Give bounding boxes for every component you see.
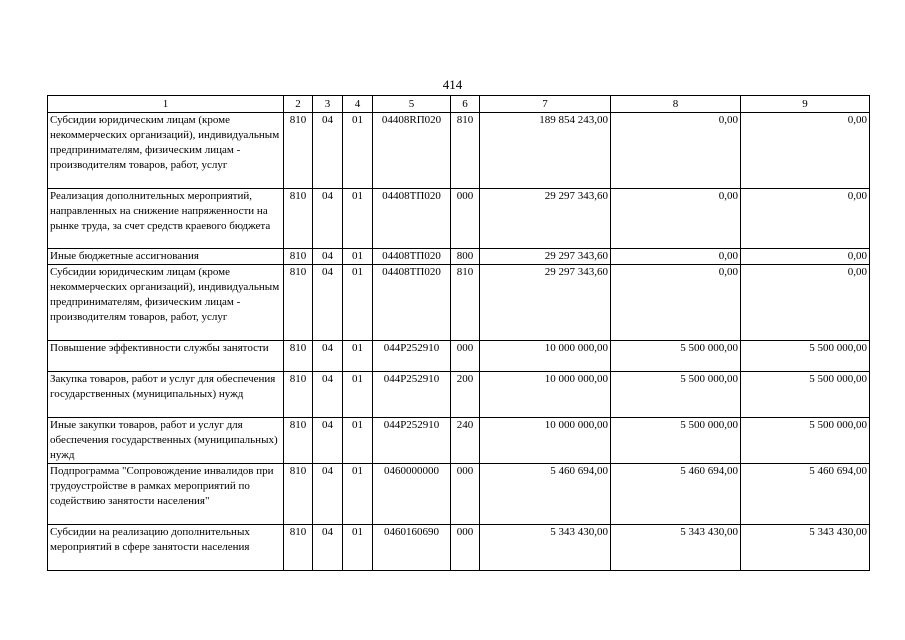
col6-cell: 200 xyxy=(451,372,480,418)
col3-cell: 04 xyxy=(313,249,343,265)
col5-code-cell: 04408RП020 xyxy=(373,113,451,189)
table-row xyxy=(48,372,870,418)
col8-amount-cell: 5 500 000,00 xyxy=(611,341,741,372)
col8-amount-cell: 0,00 xyxy=(611,265,741,341)
row-name-cell: Реализация дополнительных мероприятий, направленных на снижение напряженности на рынке труда, за счет средств краевого бюджета xyxy=(48,189,284,249)
row-name-cell: Иные закупки товаров, работ и услуг для обеспечения государственных (муниципальных) нужд xyxy=(48,418,284,464)
row-name-cell: Повышение эффективности службы занятости xyxy=(48,341,284,372)
col2-cell: 810 xyxy=(284,265,313,341)
col8-amount-cell: 5 500 000,00 xyxy=(611,372,741,418)
col6-cell: 800 xyxy=(451,249,480,265)
table-row xyxy=(48,418,870,464)
table-row xyxy=(48,525,870,571)
col3-cell: 04 xyxy=(313,113,343,189)
col8-amount-cell: 5 343 430,00 xyxy=(611,525,741,571)
col7-amount-cell: 10 000 000,00 xyxy=(480,341,611,372)
row-name-cell: Субсидии юридическим лицам (кроме некоммерческих организаций), индивидуальным предпринимателям, физическим лицам - производителям товаров, работ, услуг xyxy=(48,265,284,341)
table-row xyxy=(48,189,870,249)
row-name-cell: Субсидии юридическим лицам (кроме некоммерческих организаций), индивидуальным предпринимателям, физическим лицам - производителям товаров, работ, услуг xyxy=(48,113,284,189)
col7-amount-cell: 29 297 343,60 xyxy=(480,265,611,341)
col4-cell: 01 xyxy=(343,464,373,525)
col5-code-cell: 0460160690 xyxy=(373,525,451,571)
header-row xyxy=(48,96,870,113)
col9-amount-cell: 5 460 694,00 xyxy=(741,464,870,525)
col9-amount-cell: 0,00 xyxy=(741,113,870,189)
col6-cell: 000 xyxy=(451,341,480,372)
column-header: 4 xyxy=(343,96,373,113)
col6-cell: 000 xyxy=(451,189,480,249)
col5-code-cell: 044P252910 xyxy=(373,341,451,372)
col7-amount-cell: 29 297 343,60 xyxy=(480,249,611,265)
col7-amount-cell: 5 460 694,00 xyxy=(480,464,611,525)
row-name-cell: Субсидии на реализацию дополнительных мероприятий в сфере занятости населения xyxy=(48,525,284,571)
col5-code-cell: 044P252910 xyxy=(373,418,451,464)
col2-cell: 810 xyxy=(284,189,313,249)
col2-cell: 810 xyxy=(284,113,313,189)
col5-code-cell: 044P252910 xyxy=(373,372,451,418)
col5-code-cell: 04408ТП020 xyxy=(373,265,451,341)
col3-cell: 04 xyxy=(313,464,343,525)
table-row xyxy=(48,341,870,372)
col9-amount-cell: 0,00 xyxy=(741,265,870,341)
col3-cell: 04 xyxy=(313,525,343,571)
col7-amount-cell: 10 000 000,00 xyxy=(480,372,611,418)
col3-cell: 04 xyxy=(313,265,343,341)
col8-amount-cell: 0,00 xyxy=(611,113,741,189)
col5-code-cell: 04408ТП020 xyxy=(373,189,451,249)
col2-cell: 810 xyxy=(284,372,313,418)
col6-cell: 810 xyxy=(451,113,480,189)
col7-amount-cell: 5 343 430,00 xyxy=(480,525,611,571)
column-header: 9 xyxy=(741,96,870,113)
col4-cell: 01 xyxy=(343,265,373,341)
col9-amount-cell: 5 500 000,00 xyxy=(741,418,870,464)
col3-cell: 04 xyxy=(313,341,343,372)
col7-amount-cell: 189 854 243,00 xyxy=(480,113,611,189)
col5-code-cell: 04408ТП020 xyxy=(373,249,451,265)
col6-cell: 000 xyxy=(451,464,480,525)
column-header: 2 xyxy=(284,96,313,113)
col4-cell: 01 xyxy=(343,189,373,249)
col4-cell: 01 xyxy=(343,249,373,265)
table-row xyxy=(48,113,870,189)
col2-cell: 810 xyxy=(284,418,313,464)
col6-cell: 810 xyxy=(451,265,480,341)
col8-amount-cell: 5 500 000,00 xyxy=(611,418,741,464)
col9-amount-cell: 5 500 000,00 xyxy=(741,341,870,372)
column-header: 3 xyxy=(313,96,343,113)
col2-cell: 810 xyxy=(284,341,313,372)
col3-cell: 04 xyxy=(313,418,343,464)
col4-cell: 01 xyxy=(343,113,373,189)
budget-table xyxy=(47,95,870,571)
table-row xyxy=(48,249,870,265)
col3-cell: 04 xyxy=(313,372,343,418)
col7-amount-cell: 29 297 343,60 xyxy=(480,189,611,249)
table-row xyxy=(48,464,870,525)
col6-cell: 240 xyxy=(451,418,480,464)
col4-cell: 01 xyxy=(343,525,373,571)
col3-cell: 04 xyxy=(313,189,343,249)
row-name-cell: Иные бюджетные ассигнования xyxy=(48,249,284,265)
col4-cell: 01 xyxy=(343,341,373,372)
col2-cell: 810 xyxy=(284,464,313,525)
col4-cell: 01 xyxy=(343,418,373,464)
col8-amount-cell: 0,00 xyxy=(611,249,741,265)
col9-amount-cell: 0,00 xyxy=(741,249,870,265)
column-header: 5 xyxy=(373,96,451,113)
col8-amount-cell: 5 460 694,00 xyxy=(611,464,741,525)
row-name-cell: Подпрограмма "Сопровождение инвалидов при трудоустройстве в рамках мероприятий по содействию занятости населения" xyxy=(48,464,284,525)
col2-cell: 810 xyxy=(284,249,313,265)
column-header: 8 xyxy=(611,96,741,113)
col9-amount-cell: 0,00 xyxy=(741,189,870,249)
col7-amount-cell: 10 000 000,00 xyxy=(480,418,611,464)
col2-cell: 810 xyxy=(284,525,313,571)
column-header: 1 xyxy=(48,96,284,113)
col8-amount-cell: 0,00 xyxy=(611,189,741,249)
table-row xyxy=(48,265,870,341)
col9-amount-cell: 5 343 430,00 xyxy=(741,525,870,571)
col6-cell: 000 xyxy=(451,525,480,571)
col4-cell: 01 xyxy=(343,372,373,418)
col9-amount-cell: 5 500 000,00 xyxy=(741,372,870,418)
col5-code-cell: 0460000000 xyxy=(373,464,451,525)
page-number: 414 xyxy=(442,77,463,92)
column-header: 6 xyxy=(451,96,480,113)
column-header: 7 xyxy=(480,96,611,113)
row-name-cell: Закупка товаров, работ и услуг для обеспечения государственных (муниципальных) нужд xyxy=(48,372,284,418)
